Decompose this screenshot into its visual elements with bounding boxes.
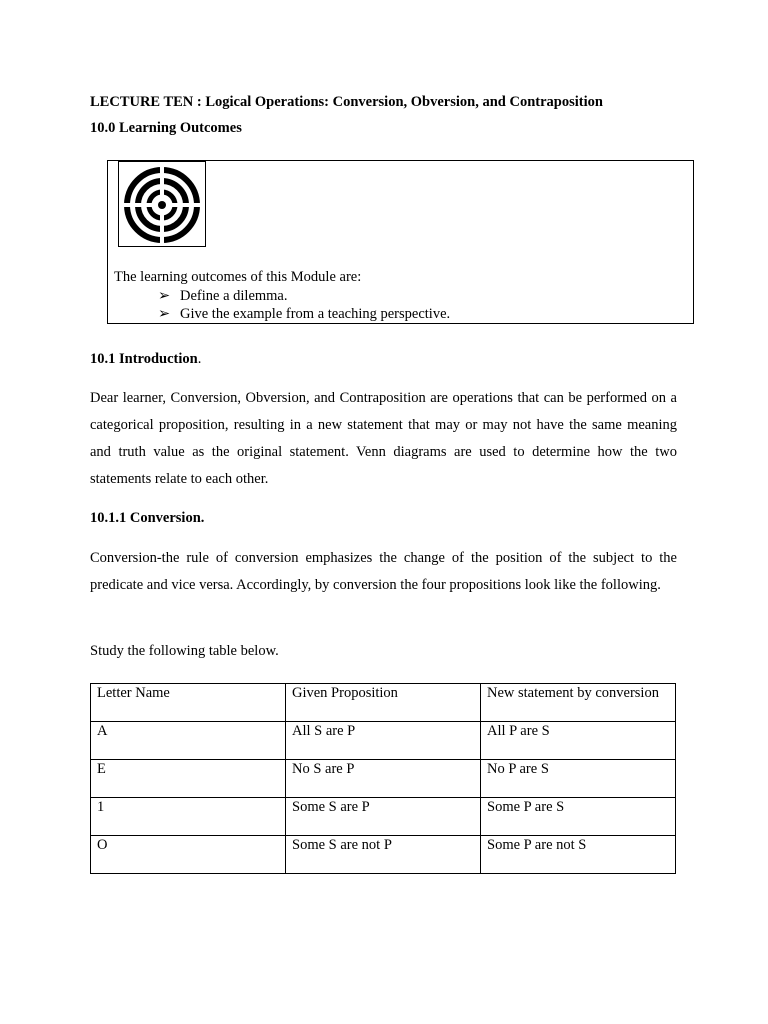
- table-row: [91, 760, 676, 798]
- table-cell: Some P are S: [481, 798, 676, 836]
- table-header-cell: New statement by conversion: [481, 684, 676, 722]
- table-cell: Some S are not P: [286, 836, 481, 874]
- table-cell: O: [91, 836, 286, 874]
- target-icon: [118, 161, 206, 247]
- outcome-item: ➢ Give the example from a teaching perspective.: [158, 306, 451, 322]
- section-heading-learning-outcomes: 10.0 Learning Outcomes: [90, 120, 242, 136]
- table-cell: Some S are P: [286, 798, 481, 836]
- table-cell: All S are P: [286, 722, 481, 760]
- conversion-table: [90, 683, 676, 874]
- table-cell: A: [91, 722, 286, 760]
- table-header-cell: Given Proposition: [286, 684, 481, 722]
- table-cell: Some P are not S: [481, 836, 676, 874]
- study-table-instruction: Study the following table below.: [90, 643, 279, 659]
- table-row: [91, 722, 676, 760]
- lecture-title: LECTURE TEN : Logical Operations: Conversion, Obversion, and Contraposition: [90, 94, 603, 110]
- outcome-item: ➢ Define a dilemma.: [158, 288, 288, 304]
- table-header-cell: Letter Name: [91, 684, 286, 722]
- table-cell: All P are S: [481, 722, 676, 760]
- conversion-paragraph: Conversion-the rule of conversion emphasizes the change of the position of the subject to the predicate and vice versa. Accordingly, by conversion the four propositions look like the following.: [90, 550, 677, 593]
- table-row: [91, 798, 676, 836]
- introduction-paragraph: Dear learner, Conversion, Obversion, and Contraposition are operations that can be performed on a categorical proposition, resulting in a new statement that may or may not have the same meaning and truth value as the original statement. Venn diagrams are used to determine how the two statements relate to each other.: [90, 390, 677, 487]
- table-cell: No P are S: [481, 760, 676, 798]
- outcomes-lead-text: The learning outcomes of this Module are:: [114, 269, 362, 285]
- table-cell: E: [91, 760, 286, 798]
- section-heading-introduction: 10.1 Introduction.: [90, 351, 202, 367]
- arrow-bullet-icon: ➢: [158, 288, 171, 304]
- learning-outcomes-box: [107, 160, 694, 324]
- table-cell: No S are P: [286, 760, 481, 798]
- table-cell: 1: [91, 798, 286, 836]
- target-icon-graphic: [123, 167, 201, 243]
- table-row: [91, 836, 676, 874]
- arrow-bullet-icon: ➢: [158, 306, 171, 322]
- table-header-row: [91, 684, 676, 722]
- section-heading-conversion: 10.1.1 Conversion.: [90, 510, 205, 526]
